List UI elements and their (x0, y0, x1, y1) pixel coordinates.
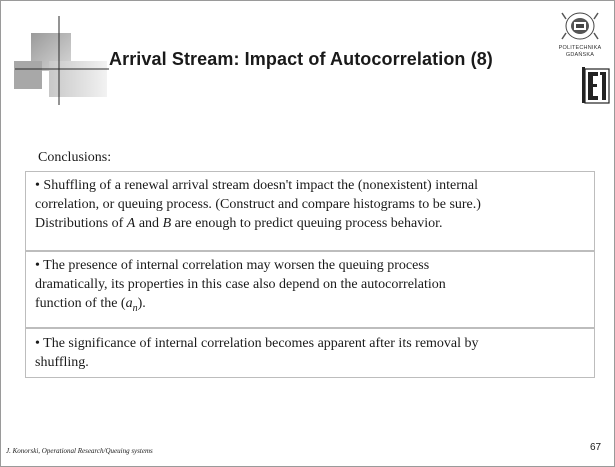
page-number: 67 (590, 442, 602, 453)
bullet-1-line-3b: and (135, 216, 163, 231)
bullet-2-line-3b: ). (137, 296, 146, 311)
subscript-n: n (132, 302, 138, 314)
deco-square-2 (14, 61, 42, 89)
bullet-2-line-1: The presence of internal correlation may worsen the queuing process (43, 258, 430, 273)
bullet-1-line-1: Shuffling of a renewal arrival stream doesn't impact the (nonexistent) internal (43, 178, 478, 193)
bullet-3 (35, 334, 595, 372)
bullet-2-line-3a: function of the ( (35, 296, 126, 311)
eti-mark (582, 67, 609, 103)
logo-text-bottom: GDAŃSKA (565, 52, 595, 58)
bullet-1-line-3c: are enough to predict queuing process behavior. (171, 216, 443, 231)
bullet-glyph: • (35, 336, 40, 351)
bullet-glyph: • (35, 258, 40, 273)
bullet-1 (35, 176, 595, 233)
bullet-3-line-2: shuffling. (35, 355, 89, 370)
variable-a: a (125, 296, 133, 311)
logo-text-top: POLITECHNIKA (558, 45, 602, 51)
footer-author: J. Konorski, Operational Research/Queuing systems (6, 447, 153, 455)
bullet-2 (35, 256, 595, 318)
bullet-1-line-2: correlation, or queuing process. (Construct and compare histograms to be sure.) (35, 197, 481, 212)
header-decoration (1, 1, 111, 106)
bullet-1-line-3a: Distributions of (35, 216, 127, 231)
variable-B: B (162, 216, 172, 231)
bullet-3-line-1: The significance of internal correlation becomes apparent after its removal by (43, 336, 479, 351)
variable-A: A (126, 216, 136, 231)
bullet-2-line-2: dramatically, its properties in this case also depend on the autocorrelation (35, 277, 446, 292)
deco-square-3 (49, 61, 107, 97)
section-label: Conclusions: (38, 150, 112, 165)
bullet-glyph: • (35, 178, 40, 193)
crest-icon (562, 13, 598, 39)
slide-title: Arrival Stream: Impact of Autocorrelation (8) (109, 49, 493, 69)
